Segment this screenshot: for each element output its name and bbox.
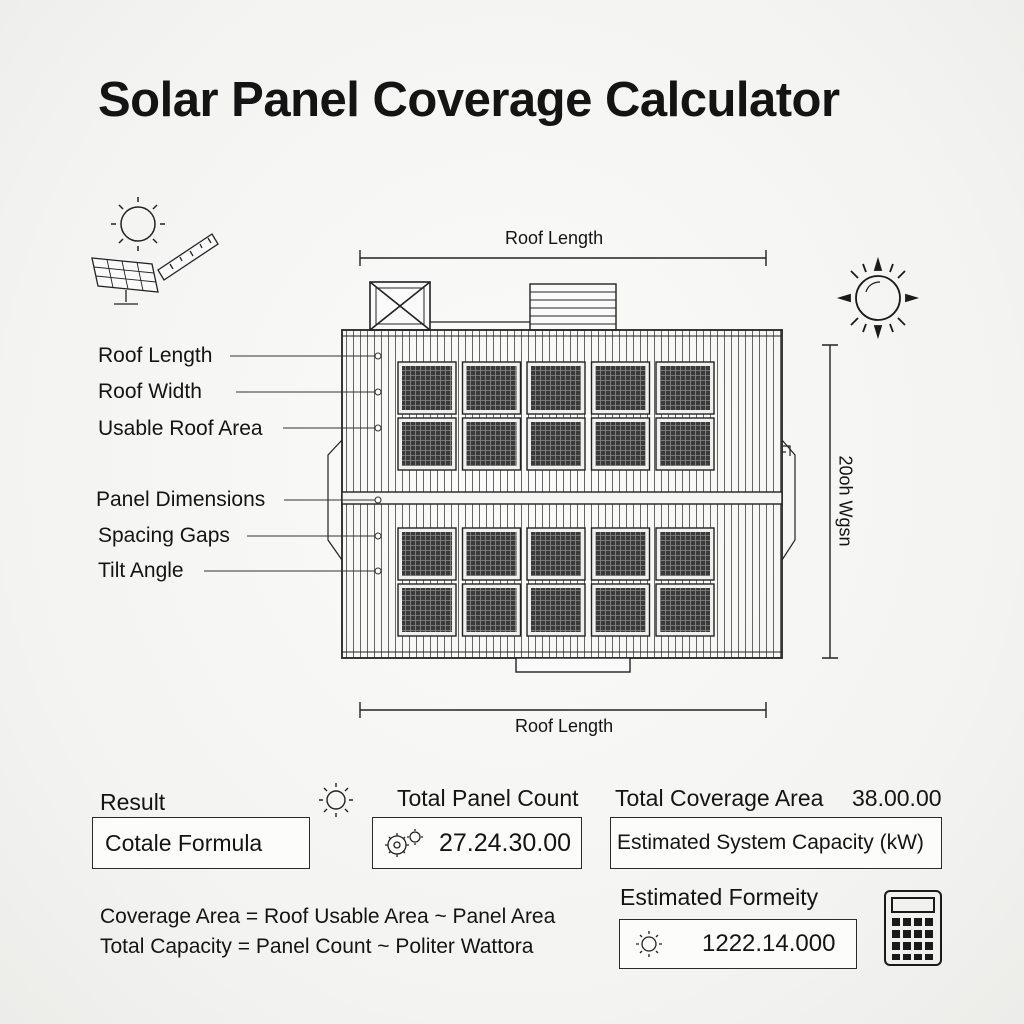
sun-icon	[316, 780, 356, 820]
callout-panel-dimensions: Panel Dimensions	[96, 488, 266, 511]
formula-box	[92, 817, 310, 869]
top-dimension-label: Roof Length	[505, 228, 604, 248]
panel-count-value: 27.24.30.00	[439, 828, 572, 857]
solar-panel-cells	[402, 532, 452, 576]
coverage-area-label: Total Coverage Area	[615, 785, 824, 811]
solar-panel-cells	[596, 422, 646, 466]
sun-icon	[634, 929, 664, 959]
panel-count-label: Total Panel Count	[397, 785, 579, 811]
solar-panel-cells	[467, 532, 517, 576]
formeity-value: 1222.14.000	[702, 930, 836, 957]
callout-spacing-gaps: Spacing Gaps	[98, 524, 230, 547]
sun-icon	[830, 252, 930, 348]
callout-tilt-angle: Tilt Angle	[98, 559, 184, 582]
gear-icon	[379, 823, 429, 863]
bottom-dimension-label: Roof Length	[515, 716, 614, 736]
capacity-box	[610, 817, 942, 869]
solar-panel-cells	[531, 588, 581, 632]
callout-usable-roof-area: Usable Roof Area	[98, 417, 263, 440]
solar-panel-icon	[86, 192, 226, 314]
panel-count-box	[372, 817, 582, 869]
solar-panel-cells	[467, 422, 517, 466]
callout-roof-length: Roof Length	[98, 344, 213, 367]
side-dimension-label: 20oh Wgsn	[835, 455, 856, 547]
solar-panel-cells	[660, 532, 710, 576]
solar-panel-cells	[531, 366, 581, 410]
formula-capacity: Total Capacity = Panel Count ~ Politer Wattora	[100, 935, 534, 958]
chimney	[530, 284, 616, 330]
solar-panel-cells	[596, 532, 646, 576]
result-label: Result	[100, 789, 166, 815]
solar-panel-cells	[467, 588, 517, 632]
solar-panel-cells	[531, 532, 581, 576]
page-title: Solar Panel Coverage Calculator	[98, 73, 840, 127]
solar-panel-cells	[660, 366, 710, 410]
solar-panel-cells	[402, 422, 452, 466]
calculator-icon	[882, 888, 944, 968]
vent-box	[370, 282, 430, 330]
solar-panel-cells	[596, 588, 646, 632]
sun-icon	[111, 197, 165, 251]
callout-roof-width: Roof Width	[98, 380, 202, 403]
ruler-icon	[158, 234, 218, 280]
right-brace	[782, 440, 795, 560]
solar-panel-cells	[402, 366, 452, 410]
formula-box-text: Cotale Formula	[105, 829, 263, 856]
coverage-area-value: 38.00.00	[852, 785, 942, 811]
solar-panel-cells	[402, 588, 452, 632]
capacity-box-text: Estimated System Capacity (kW)	[617, 831, 924, 854]
formula-coverage: Coverage Area = Roof Usable Area ~ Panel Area	[100, 905, 556, 928]
solar-panel-cells	[596, 366, 646, 410]
top-dimension-line	[360, 250, 766, 266]
formeity-box	[619, 919, 857, 969]
solar-panel-cells	[467, 366, 517, 410]
formeity-label: Estimated Formeity	[620, 884, 819, 910]
solar-panel-cells	[660, 588, 710, 632]
solar-panel-cells	[660, 422, 710, 466]
solar-panel-cells	[531, 422, 581, 466]
